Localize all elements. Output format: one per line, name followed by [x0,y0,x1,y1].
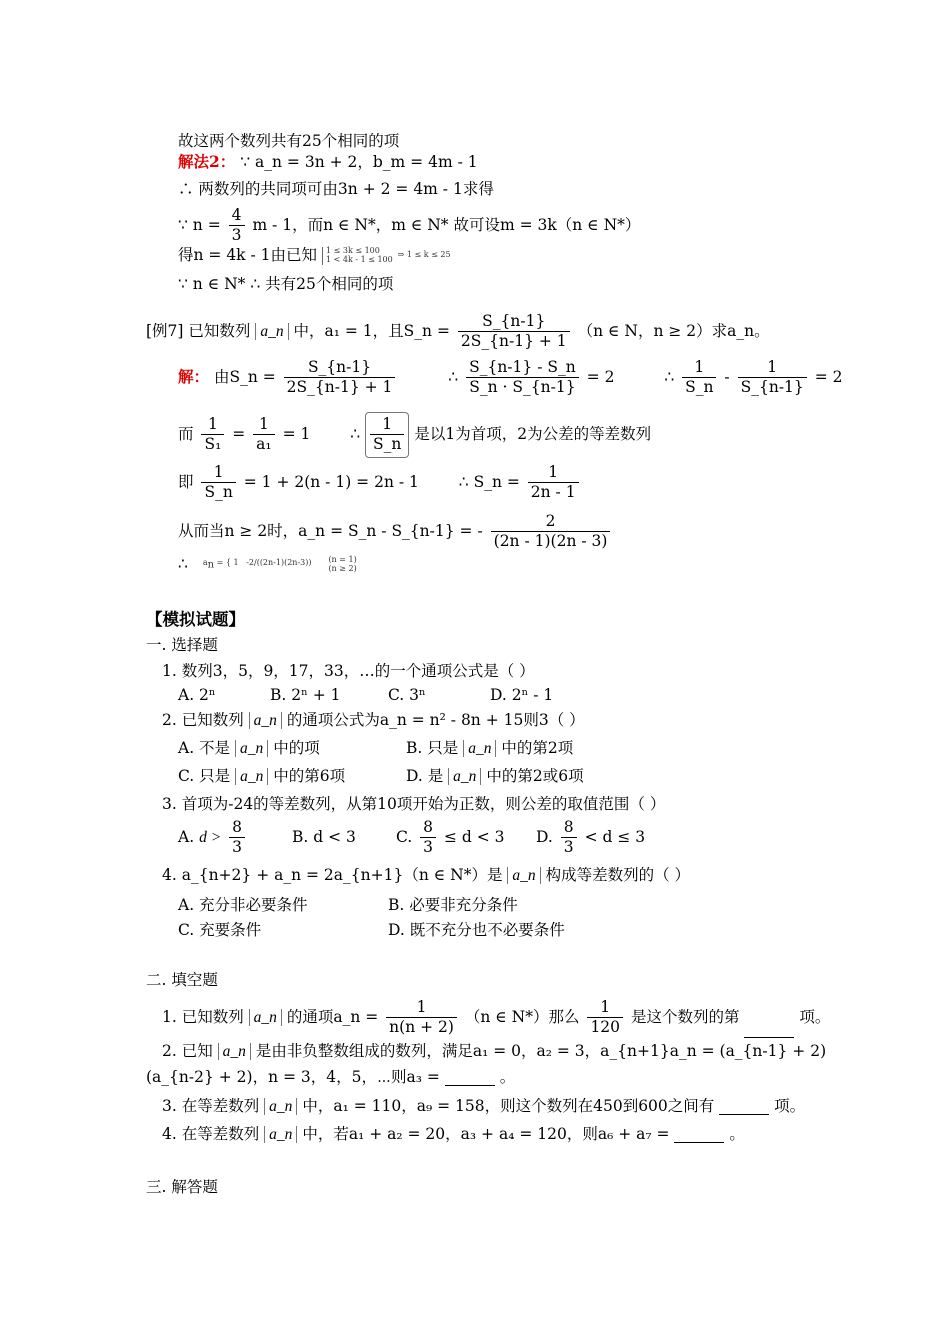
s1f: = 2 [814,367,843,386]
s2e: 是以1为首项，2为公差的等差数列 [414,424,652,443]
answer-blank[interactable] [674,1128,724,1143]
solution2-line-5 [178,247,451,265]
q4a: 4. a_{n+2} + a_n = 2a_{n+1}（n ∈ N*）是 [162,866,503,884]
frac-num: 1 [253,415,274,435]
example7-solution-line-3 [178,463,582,503]
cond-1: (n = 1) [328,555,357,564]
solution-label: 解： [178,366,210,386]
sequence-an: a_n [463,740,496,757]
ex7-head-c: （n ∈ N，n ≥ 2）求a_n。 [577,321,770,340]
frac-num: 1 [528,463,579,483]
f2a: 2. 已知 [162,1042,213,1060]
frac-num: 1 [587,998,623,1018]
q4-option-d: D. 既不充分也不必要条件 [388,921,565,939]
piece-1: 1 [233,558,239,567]
piecewise-conditions [328,556,356,574]
cond-2: (n ≥ 2) [328,563,357,573]
frac-num: 1 [201,415,224,435]
opt-text: < d ≤ 3 [584,827,646,846]
solution2-equations: ∵ a_n = 3n + 2，b_m = 4m - 1 [240,153,478,171]
frac-den: S_n [204,483,233,502]
q2-option-d [406,768,584,785]
example7-statement [146,312,770,352]
q1-option-b: B. 2ⁿ + 1 [270,686,341,704]
q2-option-b [406,740,573,757]
f1c: （n ∈ N*）那么 [464,1007,580,1026]
sequence-an: a_n [264,1126,297,1143]
question-4 [162,867,690,884]
s1a: 由S_n = [213,367,276,386]
sequence-an: a_n [507,867,540,884]
frac-den: S_n [373,435,402,454]
frac-num: S_{n-1} [284,358,396,378]
ineq-2: 1 < 4k - 1 ≤ 100 [325,254,393,264]
solution2-line-3: ∴ 两数列的共同项可由3n + 2 = 4m - 1求得 [178,180,494,198]
s2a: 而 [178,424,194,443]
q1-option-a: A. 2ⁿ [178,686,216,704]
q3-option-c [396,818,505,858]
opt-text: B. 只是 [406,739,459,757]
opt-text: A. 不是 [178,739,231,757]
frac-den: 120 [590,1018,621,1037]
frac-den: 2n - 1 [530,483,576,502]
sequence-an: a_n [249,712,282,729]
ineq-result: ⇒ 1 ≤ k ≤ 25 [397,250,451,260]
sequence-1-sn [365,412,409,458]
opt-text: 中的第2或6项 [486,767,584,785]
frac-num: S_{n-1} - S_n [466,358,579,378]
frac-num: 1 [682,358,716,378]
fraction-1-120 [587,998,623,1038]
answer-blank[interactable] [744,1023,794,1038]
frac-num: 8 [229,818,245,838]
answer-blank[interactable] [719,1100,769,1115]
frac-den: S_n · S_{n-1} [469,378,576,397]
ex7-head-b: 中，a₁ = 1，且S_n = [293,321,450,340]
sequence-an: a_n [255,323,288,340]
frac-den: S_n [685,378,714,397]
fill-question-2 [162,1043,826,1060]
s2c: = 1 [282,424,311,443]
opt-label: D. [536,827,553,846]
q4-option-c: C. 充要条件 [178,921,262,939]
ineq-1: 1 ≤ 3k ≤ 100 [325,246,380,255]
ex7-fraction [458,312,570,352]
ex7-head-a: [例7] 已知数列 [146,321,251,340]
sequence-an: a_n [218,1043,251,1060]
frac-den: 2S_{n-1} + 1 [286,378,393,397]
s3b: = 1 + 2(n - 1) = 2n - 1 [243,472,419,491]
therefore-symbol: ∴ [664,367,675,386]
f1b: 的通项a_n = [286,1007,379,1026]
fraction-1-s1 [201,415,224,455]
f3a: 3. 在等差数列 [162,1097,260,1115]
section-answer: 三. 解答题 [146,1178,218,1196]
s3a: 即 [178,472,194,491]
q3-option-b: B. d < 3 [292,828,356,846]
frac-den: n(n + 2) [389,1018,454,1037]
q2-option-c [178,768,345,785]
frac-num: 4 [229,206,245,226]
frac-num: 1 [201,463,235,483]
inequality-system [322,247,393,265]
fill-question-1 [162,998,830,1038]
f4c: 。 [729,1125,745,1143]
piecewise-an: $a_n$ = { 1 -2/((2n-1)(2n-3)) [202,558,312,571]
frac-den: 2S_{n-1} + 1 [460,332,567,351]
opt-text: C. 只是 [178,767,231,785]
fraction-1-2n-1 [528,463,579,503]
opt-text: 中的项 [273,739,320,757]
q2-option-a [178,740,320,757]
fraction-1-sn [201,463,235,503]
f2c: (a_{n-2} + 2)，n = 3，4，5，⋯则a₃ = [146,1068,440,1086]
sequence-an: a_n [249,1009,282,1026]
fraction-1-a1 [253,415,274,455]
frac-num: 8 [420,818,436,838]
q2a: 2. 已知数列 [162,711,244,729]
minus: - [724,367,730,386]
fraction-8-3 [229,818,245,858]
f2d: 。 [499,1068,516,1086]
sequence-an: a_n [235,740,268,757]
frac-den: a₁ [256,435,272,454]
sequence-an: a_n [264,1098,297,1115]
l5a-text: 得n = 4k - 1由已知 [178,245,318,264]
q4b: 构成等差数列的（ ） [545,866,691,884]
fill-question-3 [162,1098,805,1115]
frac-den: 3 [423,838,434,857]
f4b: 中，若a₁ + a₂ = 20，a₃ + a₄ = 120，则a₆ + a₇ = [302,1125,670,1143]
exam-title: 【模拟试题】 [146,610,245,629]
opt-label: C. [396,827,413,846]
fraction-1-nn2 [386,998,457,1038]
opt-text: d > [199,828,222,846]
frac-den: (2n - 1)(2n - 3) [493,532,608,551]
question-2 [162,712,585,729]
fraction-8-3 [420,818,436,858]
s3c: ∴ S_n = [458,472,520,491]
q3-option-d [536,818,645,858]
therefore-symbol: ∴ [350,424,361,443]
f2b: 是由非负整数组成的数列，满足a₁ = 0，a₂ = 3，a_{n+1}a_n = (a_{n-1} + 2) [255,1042,827,1060]
frac-num: 8 [561,818,577,838]
q1-option-d: D. 2ⁿ - 1 [490,686,554,704]
brace-fraction [370,415,404,455]
frac-den: 3 [231,226,242,245]
solution2-line-2 [178,154,478,171]
fraction-sn [284,358,396,398]
f3b: 中，a₁ = 110，a₉ = 158，则这个数列在450到600之间有 [302,1097,715,1115]
opt-label: A. [178,827,195,846]
s1c: = 2 [586,367,615,386]
frac-den: 3 [232,838,242,857]
section-choice: 一. 选择题 [146,636,218,654]
example7-solution-line-1 [178,358,843,398]
fraction-8-3 [561,818,577,858]
q1-option-c: C. 3ⁿ [388,686,426,704]
example7-solution-line-5 [178,556,357,574]
q4-option-a: A. 充分非必要条件 [178,896,308,914]
answer-blank[interactable] [445,1071,495,1086]
frac-num: 2 [491,512,611,532]
fraction-an [491,512,611,552]
l4b-text: m - 1，而n ∈ N*，m ∈ N* 故可设m = 3k（n ∈ N*） [252,215,641,234]
question-3: 3. 首项为-24的等差数列，从第10项开始为正数，则公差的取值范围（ ） [162,795,666,813]
q3-option-a [178,818,248,858]
frac-num: 1 [386,998,457,1018]
fraction-inv-sn [682,358,716,398]
fraction-4-3 [229,206,245,246]
s4a: 从而当n ≥ 2时，a_n = S_n - S_{n-1} = - [178,521,483,540]
q4-option-b: B. 必要非充分条件 [388,896,518,914]
therefore-symbol: ∴ [448,367,459,386]
fill-question-2-cont [146,1070,515,1086]
question-1: 1. 数列3，5，9，17，33，…的一个通项公式是（ ） [162,662,535,680]
fraction-diff [466,358,579,398]
fraction-inv-sn1 [738,358,807,398]
l4a-text: ∵ n = [178,215,221,234]
frac-den: 3 [563,838,574,857]
frac-num: 1 [370,415,404,435]
q2b: 的通项公式为a_n = n² - 8n + 15则3（ ） [286,711,585,729]
solution2-line-4 [178,206,640,246]
solution2-label: 解法2： [178,152,236,171]
opt-text: 中的第6项 [273,767,346,785]
solution2-line-6: ∵ n ∈ N* ∴ 共有25个相同的项 [178,275,394,293]
frac-num: S_{n-1} [458,312,570,332]
frac-den: S_{n-1} [740,378,804,397]
opt-text: 中的第2项 [501,739,574,757]
f1e: 项。 [799,1007,831,1026]
example7-solution-line-2 [178,412,651,458]
piece-2: -2/((2n-1)(2n-3)) [246,558,312,567]
f1d: 是这个数列的第 [630,1007,740,1026]
fill-question-4 [162,1126,745,1143]
f1a: 1. 已知数列 [162,1007,244,1026]
example7-solution-line-4 [178,512,613,552]
therefore-symbol: ∴ [178,554,188,573]
sequence-an: a_n [235,768,268,785]
frac-num: 1 [738,358,807,378]
frac-den: S₁ [204,435,222,454]
equals: = [232,424,246,443]
opt-text: ≤ d < 3 [443,827,505,846]
section-fill-blank: 二. 填空题 [146,971,218,989]
solution2-conclusion: 故这两个数列共有25个相同的项 [178,132,400,150]
f3c: 项。 [774,1097,806,1115]
sequence-an: a_n [448,768,481,785]
opt-text: D. 是 [406,767,444,785]
f4a: 4. 在等差数列 [162,1125,260,1143]
